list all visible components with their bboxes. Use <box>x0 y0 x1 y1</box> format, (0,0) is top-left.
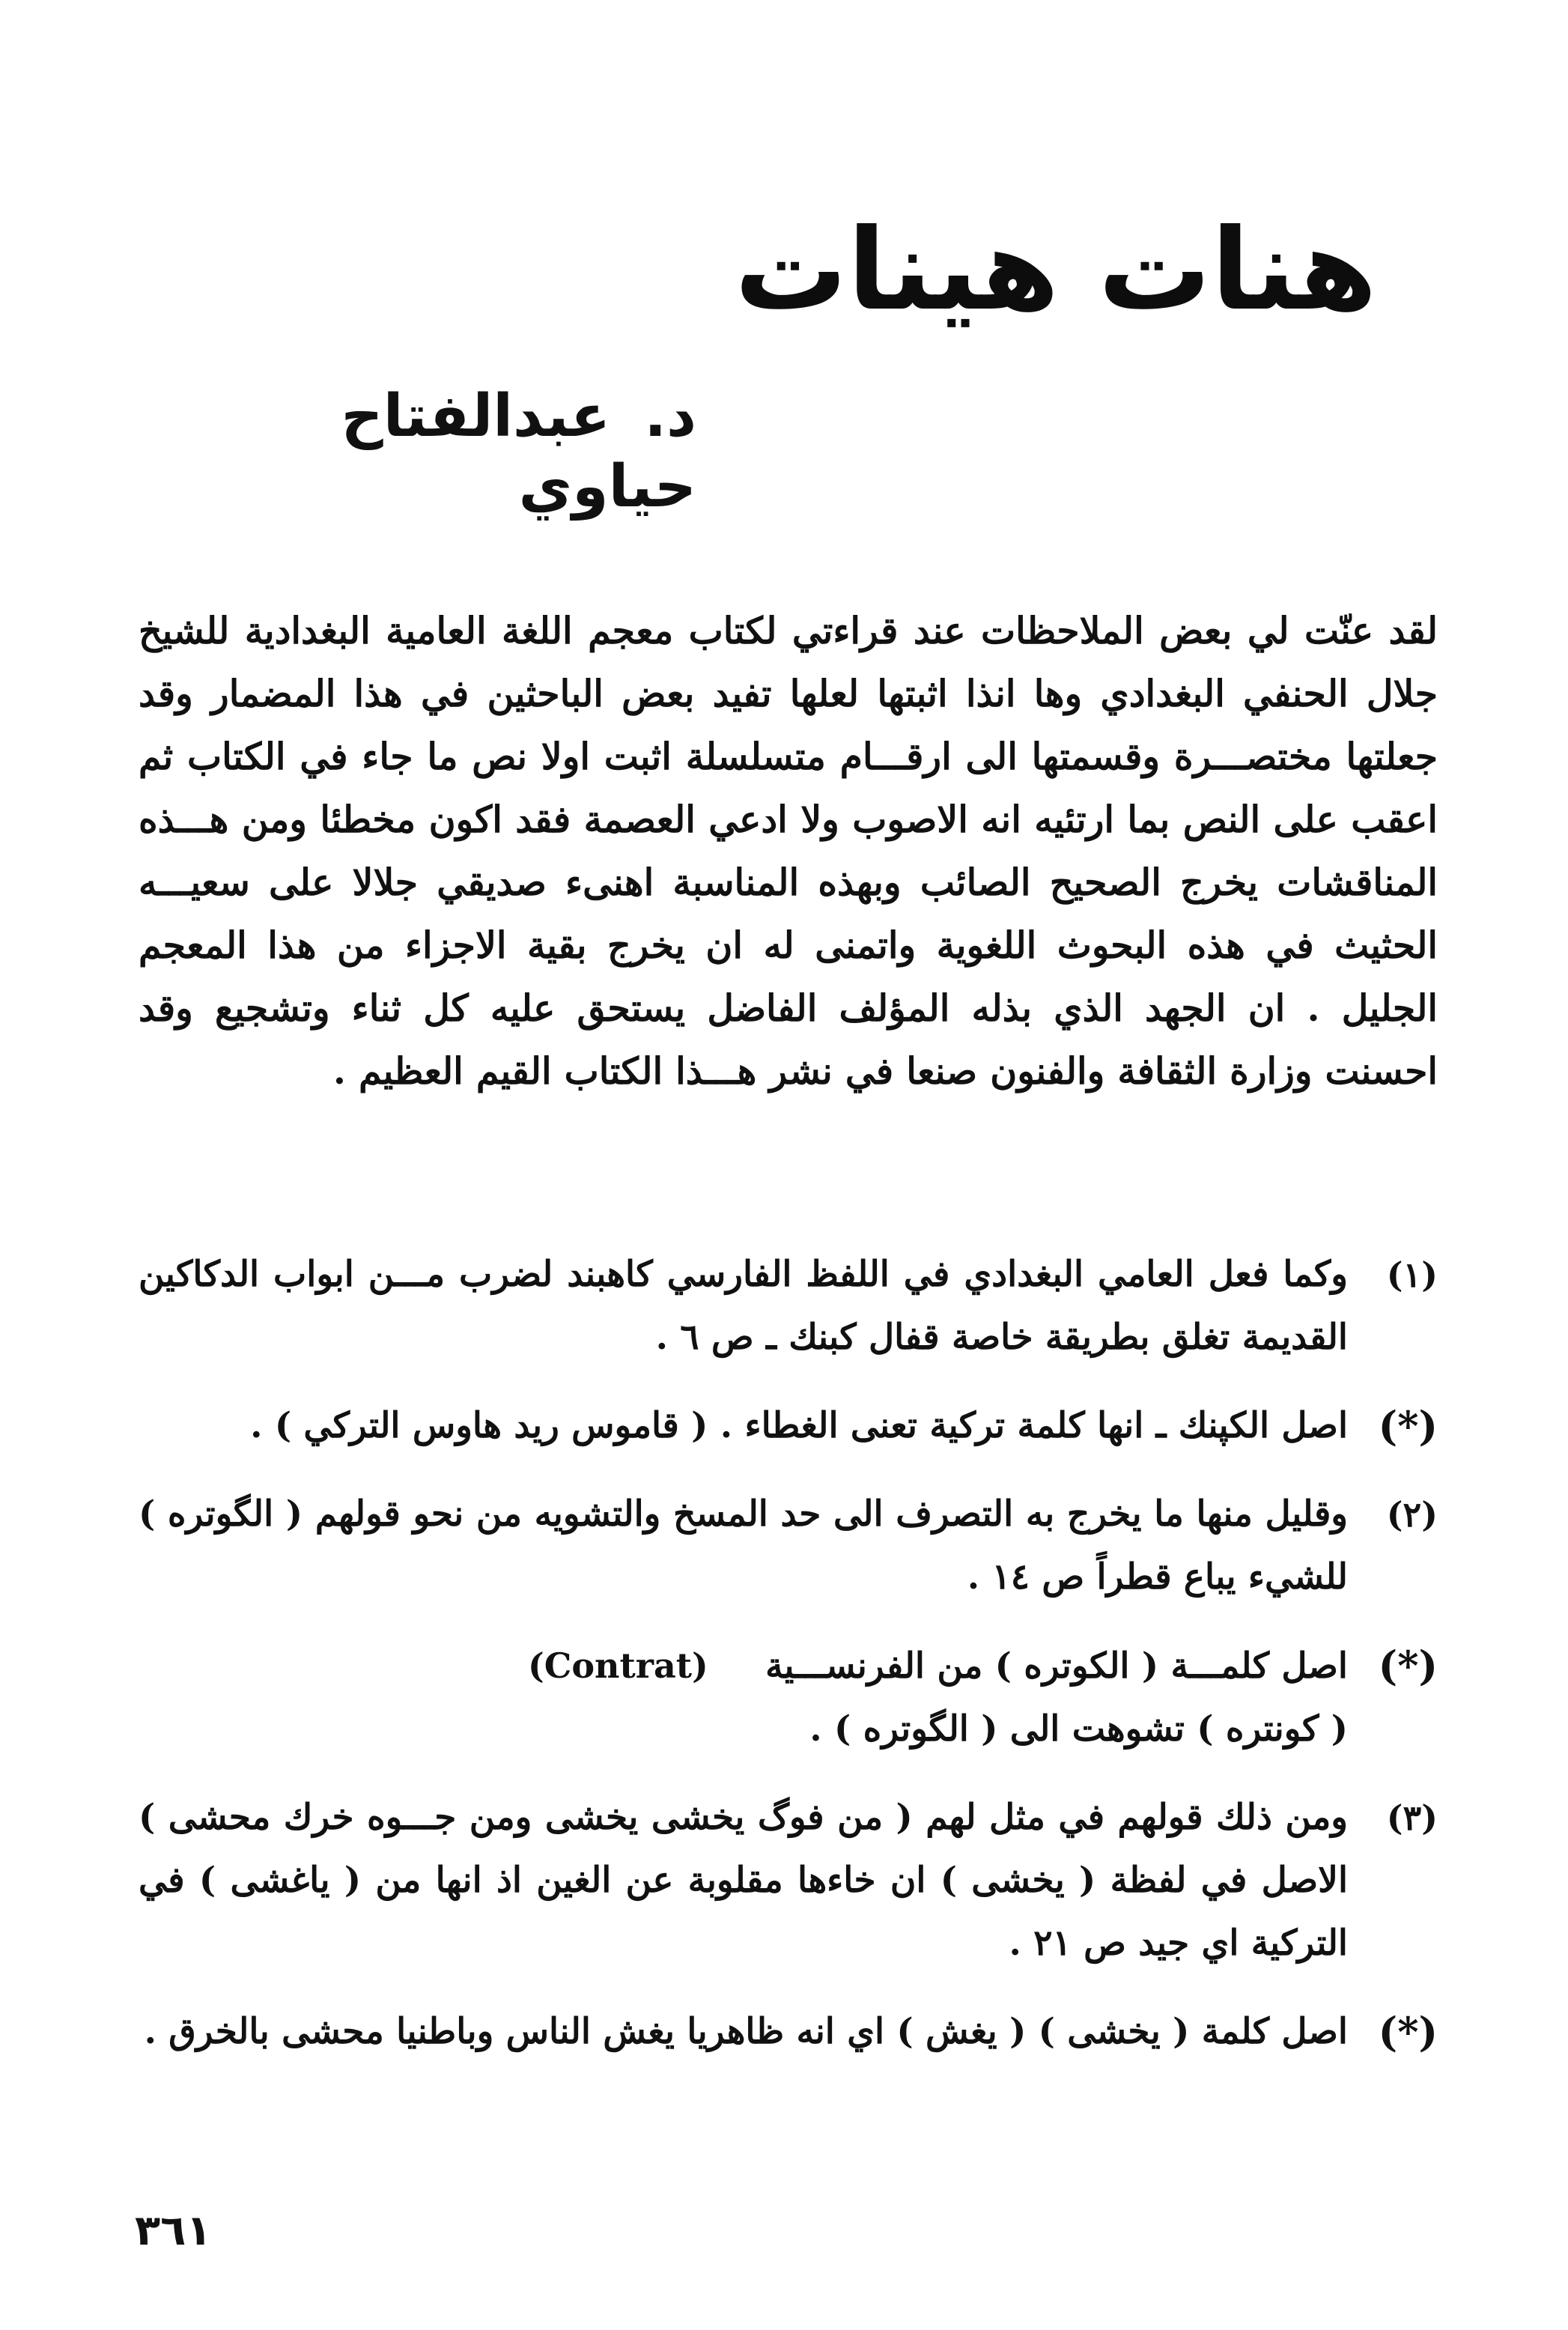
latin-term: (Contrat) <box>527 1645 708 1686</box>
author-name: عبدالفتاح حياوي <box>341 383 696 521</box>
note-item-1-comment <box>139 1395 1438 1457</box>
note-text-continued: ( كونتره ) تشوهت الى ( الگوتره ) . <box>809 1708 1348 1750</box>
page-number: ٣٦١ <box>135 2206 212 2255</box>
note-item-2 <box>139 1483 1438 1609</box>
asterisk-icon: (*) <box>1378 1642 1438 1690</box>
note-text: ومن ذلك قولهم في مثل لهم ( من فوگ يخشى يخشى ومن جـــوه خرك محشى ) الاصل في لفظة ( يخشى ) ان خاءها مقلوبة عن الغين اذ انها من ( ياغشى ) في التركية اي جيد ص ٢١ . <box>139 1797 1348 1964</box>
note-text: اصل كلمـــة ( الكوتره ) من الفرنســـية <box>765 1645 1348 1687</box>
notes-list <box>139 1243 1438 2089</box>
note-item-3-comment <box>139 2000 1438 2063</box>
note-text: وقليل منها ما يخرج به التصرف الى حد المسخ والتشويه من نحو قولهم ( الگوتره ) للشيء يباع قطراً ص ١٤ . <box>139 1493 1348 1598</box>
note-item-3 <box>139 1786 1438 1975</box>
note-item-2-comment <box>139 1634 1438 1761</box>
note-text: اصل كلمة ( يخشى ) ( يغش ) اي انه ظاهريا يغش الناس وباطنيا محشى بالخرق . <box>144 2011 1348 2052</box>
note-marker: (٣) <box>1386 1797 1438 1838</box>
asterisk-icon: (*) <box>1378 2008 1438 2056</box>
author-prefix: د. <box>644 383 696 450</box>
note-text: اصل الكپنك ـ انها كلمة تركية تعنى الغطاء . ( قاموس ريد هاوس التركي ) . <box>250 1405 1348 1446</box>
note-marker: (٢) <box>1386 1494 1438 1535</box>
note-text: وكما فعل العامي البغدادي في اللفظ الفارسي كاهبند لضرب مـــن ابواب الدكاكين القديمة تغلق بطريقة خاصة قفال كبنك ـ ص ٦ . <box>139 1254 1348 1358</box>
asterisk-icon: (*) <box>1378 1402 1438 1450</box>
note-item-1 <box>139 1243 1438 1369</box>
article-title: هنات هينات <box>734 204 1378 336</box>
note-marker: (١) <box>1386 1255 1438 1295</box>
author-byline <box>172 382 696 522</box>
note-text-block <box>139 1634 1370 1761</box>
intro-paragraph: لقد عنّت لي بعض الملاحظات عند قراءتي لكتاب معجم اللغة العامية البغدادية للشيخ جلال الحنفي البغدادي وها انذا اثبتها لعلها تفيد بعض الباحثين في هذا المضمار وقد جعلتها مختصـــرة وقسمتها الى ارقـــام متسلسلة اثبت اولا نص ما جاء في الكتاب ثم اعقب على النص بما ارتئيه انه الاصوب ولا ادعي العصمة فقد اكون مخطئا ومن هـــذه المناقشات يخرج الصحيح الصائب وبهذه المناسبة اهنىء صديقي جلالا على سعيـــه الحثيث في هذه البحوث اللغوية واتمنى له ان يخرج بقية الاجزاء من هذا المعجم الجليل . ان الجهد الذي بذله المؤلف الفاضل يستحق عليه كل ثناء وتشجيع وقد احسنت وزارة الثقافة والفنون صنعا في نشر هـــذا الكتاب القيم العظيم . <box>139 609 1438 1093</box>
